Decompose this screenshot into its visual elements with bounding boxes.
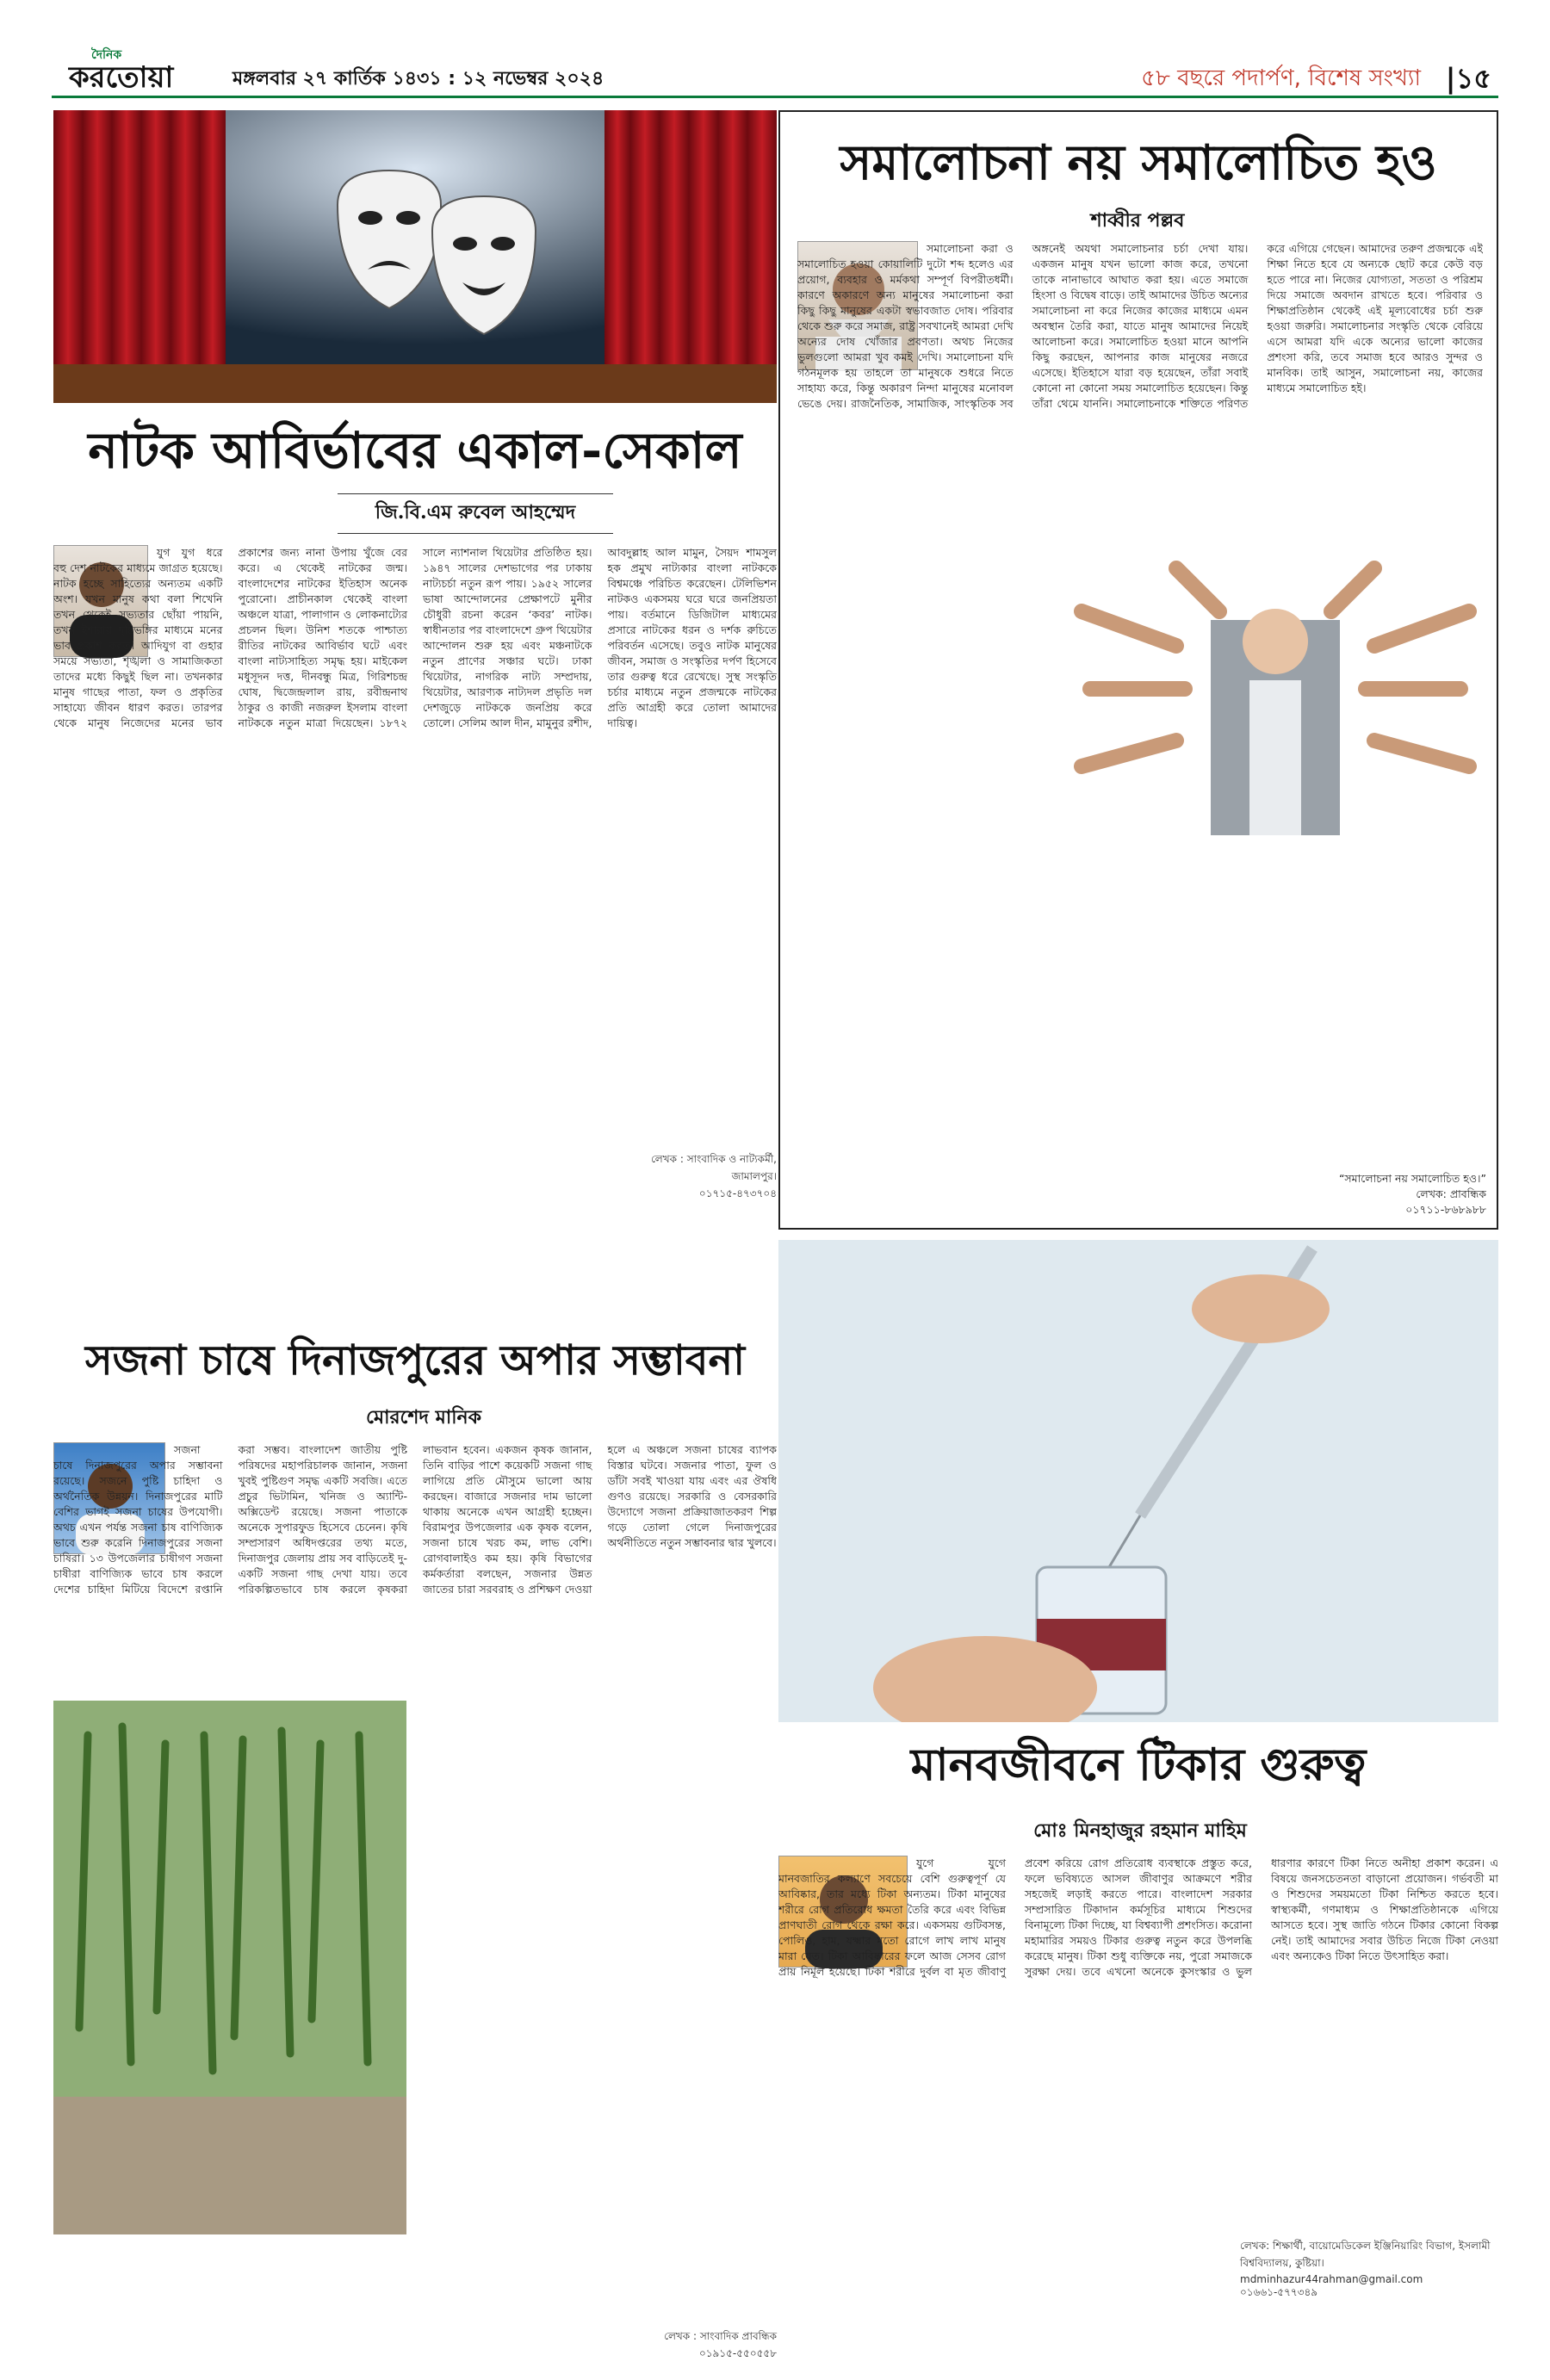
drumstick-image (53, 1701, 406, 2234)
criticism-closing: “সমালোচনা নয় সমালোচিত হও।” লেখক: প্রাবন্ধিক ০১৭১১-৮৬৮৯৮৮ (1338, 1172, 1486, 1216)
criticism-title: সমালোচনা নয় সমালোচিত হও (840, 134, 1437, 191)
article-criticism (778, 110, 1498, 1230)
theatre-footer: লেখক : সাংবাদিক ও নাট্যকর্মী, জামালপুর। ০১৭১৫-৪৭৩৭০৪ (650, 1153, 777, 1199)
criticism-body-top: সমালোচনা করা ও সমালোচিত হওয়া কোয়ালিটি দুটো শব্দ হলেও এর প্রয়োগ, ব্যবহার ও মর্মকথা সম্পূর্ণ বিপরীতধর্মী। কারণে অকারণে অন্য মানুষের সমালোচনা করা কিছু কিছু মানুষের একটা স্বভাবজাত দোষ। পরিবার থেকে শুরু করে সমাজ, রাষ্ট্র সবখানেই আমরা দেখি অন্যের দোষ খোঁজার প্রবণতা। অথচ নিজের ভুলগুলো আমরা খুব কমই দেখি। সমালোচনা যদি গঠনমূলক হয় তাহলে তা মানুষকে শুধরে নিতে সাহায্য করে, কিন্তু অকারণ নিন্দা মানুষের মনোবল ভেঙে দেয়। রাজনৈতিক, সামাজিক, সাংস্কৃতিক সব অঙ্গনেই অযথা সমালোচনার চর্চা দেখা যায়। একজন মানুষ যখন ভালো কাজ করে, তখনো তাকে নানাভাবে আঘাত করা হয়। এতে সমাজে হিংসা ও বিদ্বেষ বাড়ে। তাই আমাদের উচিত অন্যের সমালোচনা না করে নিজের কাজের মাধ্যমে এমন অবস্থান তৈরি করা, যাতে মানুষ আমাদের নিয়েই আলোচনা করে। সমালোচিত হওয়া মানে আপনি কিছু করছেন, আপনার কাজ মানুষের নজরে এসেছে। ইতিহাসে যারা বড় হয়েছেন, তাঁরা সবাই কোনো না কোনো সময় সমালোচিত হয়েছেন। কিন্তু তাঁরা থেমে যাননি। সমালোচনাকে শক্তিতে পরিণত করে এগিয়ে গেছেন। আমাদের তরুণ প্রজন্মকে এই শিক্ষা নিতে হবে যে অন্যকে ছোট করে কেউ বড় হতে পারে না। নিজের যোগ্যতা, সততা ও পরিশ্রম দিয়ে সমাজে অবদান রাখতে হবে। পরিবার ও শিক্ষাপ্রতিষ্ঠান থেকেই এই মূল্যবোধের চর্চা শুরু হওয়া জরুরি। সমালোচনার সংস্কৃতি থেকে বেরিয়ে এসে আমরা যদি একে অন্যের ভালো কাজের প্রশংসা করি, তবে সমাজ হবে আরও সুন্দর ও মানবিক। তাই আসুন, সমালোচনা নয়, কাজের মাধ্যমে সমালোচিত হই। (797, 242, 1483, 410)
vaccine-footer: লেখক: শিক্ষার্থী, বায়োমেডিকেল ইঞ্জিনিয়ারিং বিভাগ, ইসলামী বিশ্ববিদ্যালয়, কুষ্টিয়া। mdminhazur44rahman@gmail.com ০১৬৬১-৫৭৭৩৪৯ (1240, 2240, 1491, 2298)
article-theatre (53, 110, 777, 1316)
criticism-illustration (1073, 560, 1478, 844)
dateline: মঙ্গলবার ২৭ কার্তিক ১৪৩১ : ১২ নভেম্বর ২০২৪ (232, 68, 604, 90)
newspaper-logo (69, 48, 174, 104)
masthead (52, 48, 1498, 98)
drumstick-footer: লেখক : সাংবাদিক প্রাবন্ধিক ০১৯১৫-৫৫০৫৫৮ (664, 2330, 777, 2359)
drumstick-title: সজনা চাষে দিনাজপুরের অপার সম্ভাবনা (84, 1336, 746, 1385)
page-number: |১৫ (1445, 62, 1491, 95)
vaccine-title: মানবজীবনে টিকার গুরুত্ব (910, 1739, 1367, 1791)
logo-name: করতোয়া (69, 60, 174, 95)
logo-small-text: দৈনিক (91, 48, 122, 62)
theatre-masks-illustration (53, 110, 777, 403)
theatre-image (53, 110, 777, 403)
article-vaccine (778, 1240, 1498, 2359)
theatre-body: যুগ যুগ ধরে বহু দেশ নাটকের মাধ্যমে জাগ্রত হয়েছে। নাটক হচ্ছে সাহিত্যের অন্যতম একটি অংশ। যখন মানুষ কথা বলা শিখেনি তখন থেকেই সভ্যতার ছোঁয়া পায়নি, তখন ইশারায় দৃষ্টিভঙ্গির মাধ্যমে মনের ভাব প্রকাশ করত। আদিযুগ বা গুহার সময়ে সভ্যতা, শৃঙ্খলা ও সামাজিকতা তাদের মধ্যে কিছুই ছিল না। তখনকার মানুষ গাছের পাতা, ফল ও প্রকৃতির সাহায্যে জীবন ধারণ করত। তারপর থেকে মানুষ নিজেদের মনের ভাব প্রকাশের জন্য নানা উপায় খুঁজে বের করে। এ থেকেই নাটকের জন্ম। বাংলাদেশের নাটকের ইতিহাস অনেক পুরোনো। প্রাচীনকাল থেকেই বাংলা অঞ্চলে যাত্রা, পালাগান ও লোকনাট্যের প্রচলন ছিল। উনিশ শতকে পাশ্চাত্য রীতির নাটকের আবির্ভাব ঘটে এবং বাংলা নাট্যসাহিত্য সমৃদ্ধ হয়। মাইকেল মধুসূদন দত্ত, দীনবন্ধু মিত্র, গিরিশচন্দ্র ঘোষ, দ্বিজেন্দ্রলাল রায়, রবীন্দ্রনাথ ঠাকুর ও কাজী নজরুল ইসলাম বাংলা নাটককে নতুন মাত্রা দিয়েছেন। ১৮৭২ সালে ন্যাশনাল থিয়েটার প্রতিষ্ঠিত হয়। ১৯৪৭ সালের দেশভাগের পর ঢাকায় নাট্যচর্চা নতুন রূপ পায়। ১৯৫২ সালের ভাষা আন্দোলনের প্রেক্ষাপটে মুনীর চৌধুরী রচনা করেন ‘কবর’ নাটক। স্বাধীনতার পর বাংলাদেশে গ্রুপ থিয়েটার আন্দোলন শুরু হয় এবং মঞ্চনাটকে নতুন প্রাণের সঞ্চার ঘটে। ঢাকা থিয়েটার, নাগরিক নাট্য সম্প্রদায়, থিয়েটার, আরণ্যক নাট্যদল প্রভৃতি দল দেশজুড়ে নাটককে জনপ্রিয় করে তোলে। সেলিম আল দীন, মামুনুর রশীদ, আবদুল্লাহ আল মামুন, সৈয়দ শামসুল হক প্রমুখ নাট্যকার বাংলা নাটককে বিশ্বমঞ্চে পরিচিত করেছেন। টেলিভিশন নাটকও একসময় ঘরে ঘরে জনপ্রিয়তা পায়। বর্তমানে ডিজিটাল মাধ্যমের প্রসারে নাটকের ধরন ও দর্শক রুচিতে পরিবর্তন এসেছে। তবুও নাটক মানুষের জীবন, সমাজ ও সংস্কৃতির দর্পণ হিসেবে তার গুরুত্ব ধরে রেখেছে। সুস্থ সংস্কৃতি চর্চার মাধ্যমে নতুন প্রজন্মকে নাটকের প্রতি আগ্রহী করে তোলা আমাদের দায়িত্ব। (53, 546, 777, 729)
article-drumstick (53, 1330, 777, 2364)
theatre-byline: জি.বি.এম রুবেল আহম্মেদ (338, 493, 613, 534)
special-issue-label: ৫৮ বছরে পদার্পণ, বিশেষ সংখ্যা (1141, 65, 1421, 91)
vaccine-image (778, 1240, 1498, 1722)
theatre-title: নাটক আবির্ভাবের একাল-সেকাল (88, 421, 742, 480)
drumstick-byline: মোরশেদ মানিক (365, 1406, 482, 1429)
vaccine-body: যুগে যুগে মানবজাতির কল্যাণে সবচেয়ে বেশি গুরুত্বপূর্ণ যে আবিষ্কার, তার মধ্যে টিকা অন্যতম। টিকা মানুষের শরীরে রোগ প্রতিরোধ ক্ষমতা তৈরি করে এবং বিভিন্ন প্রাণঘাতী রোগ থেকে রক্ষা করে। একসময় গুটিবসন্ত, পোলিও, হাম, যক্ষ্মার মতো রোগে লাখ লাখ মানুষ মারা যেত। টিকা আবিষ্কারের ফলে আজ সেসব রোগ প্রায় নির্মূল হয়েছে। টিকা শরীরে দুর্বল বা মৃত জীবাণু প্রবেশ করিয়ে রোগ প্রতিরোধ ব্যবস্থাকে প্রস্তুত করে, ফলে ভবিষ্যতে আসল জীবাণুর আক্রমণে শরীর সহজেই লড়াই করতে পারে। বাংলাদেশ সরকার সম্প্রসারিত টিকাদান কর্মসূচির মাধ্যমে শিশুদের বিনামূল্যে টিকা দিচ্ছে, যা বিশ্বব্যাপী প্রশংসিত। করোনা মহামারির সময়ও টিকার গুরুত্ব নতুন করে উপলব্ধি করেছে মানুষ। টিকা শুধু ব্যক্তিকে নয়, পুরো সমাজকে সুরক্ষা দেয়। তবে এখনো অনেকে কুসংস্কার ও ভুল ধারণার কারণে টিকা নিতে অনীহা প্রকাশ করেন। এ বিষয়ে জনসচেতনতা বাড়ানো প্রয়োজন। গর্ভবতী মা ও শিশুদের সময়মতো টিকা নিশ্চিত করতে হবে। স্বাস্থ্যকর্মী, গণমাধ্যম ও শিক্ষাপ্রতিষ্ঠানকে এগিয়ে আসতে হবে। সুস্থ জাতি গঠনে টিকার কোনো বিকল্প নেই। তাই আমাদের সবার উচিত নিজে টিকা নেওয়া এবং অন্যকেও টিকা নিতে উৎসাহিত করা। (778, 1856, 1498, 1978)
criticism-byline: শাব্বীর পল্লব (1090, 209, 1185, 232)
drumstick-body: সজনা চাষে দিনাজপুরের অপার সম্ভাবনা রয়েছে। সজনে পুষ্টি চাহিদা ও অর্থনৈতিক উন্নয়ন। দিনাজপুরের মাটি বেশির ভাগই সজনা চাষের উপযোগী। অথচ এখন পর্যন্ত সজনা চাষ বাণিজ্যিক ভাবে শুরু করেনি দিনাজপুরের সজনা চাষিরা। ১৩ উপজেলার চাষীগণ সজনা চাষীরা বাণিজ্যিক ভাবে চাষ করলে দেশের চাহিদা মিটিয়ে বিদেশে রপ্তানি করা সম্ভব। বাংলাদেশ জাতীয় পুষ্টি পরিষদের মহাপরিচালক জানান, সজনা খুবই পুষ্টিগুণ সমৃদ্ধ একটি সবজি। এতে প্রচুর ভিটামিন, খনিজ ও অ্যান্টি-অক্সিডেন্ট রয়েছে। সজনা পাতাকে অনেকে সুপারফুড হিসেবে চেনেন। কৃষি সম্প্রসারণ অধিদপ্তরের তথ্য মতে, দিনাজপুর জেলায় প্রায় সব বাড়িতেই দু-একটি সজনা গাছ দেখা যায়। তবে পরিকল্পিতভাবে চাষ করলে কৃষকরা লাভবান হবেন। একজন কৃষক জানান, তিনি বাড়ির পাশে কয়েকটি সজনা গাছ লাগিয়ে প্রতি মৌসুমে ভালো আয় করছেন। বাজারে সজনার দাম ভালো থাকায় অনেকে এখন আগ্রহী হচ্ছেন। বিরামপুর উপজেলার এক কৃষক বলেন, সজনা চাষে খরচ কম, লাভ বেশি। রোগবালাইও কম হয়। কৃষি বিভাগের কর্মকর্তারা বলছেন, সজনার উন্নত জাতের চারা সরবরাহ ও প্রশিক্ষণ দেওয়া হলে এ অঞ্চলে সজনা চাষের ব্যাপক বিস্তার ঘটবে। সজনার পাতা, ফুল ও ডাঁটা সবই খাওয়া যায় এবং এর ঔষধি গুণও রয়েছে। সরকারি ও বেসরকারি উদ্যোগে সজনা প্রক্রিয়াজাতকরণ শিল্প গড়ে তোলা গেলে দিনাজপুরের অর্থনীতিতে নতুন সম্ভাবনার দ্বার খুলবে। (53, 1443, 777, 1596)
vaccine-byline: মোঃ মিনহাজুর রহমান মাহিম (1033, 1819, 1247, 1842)
